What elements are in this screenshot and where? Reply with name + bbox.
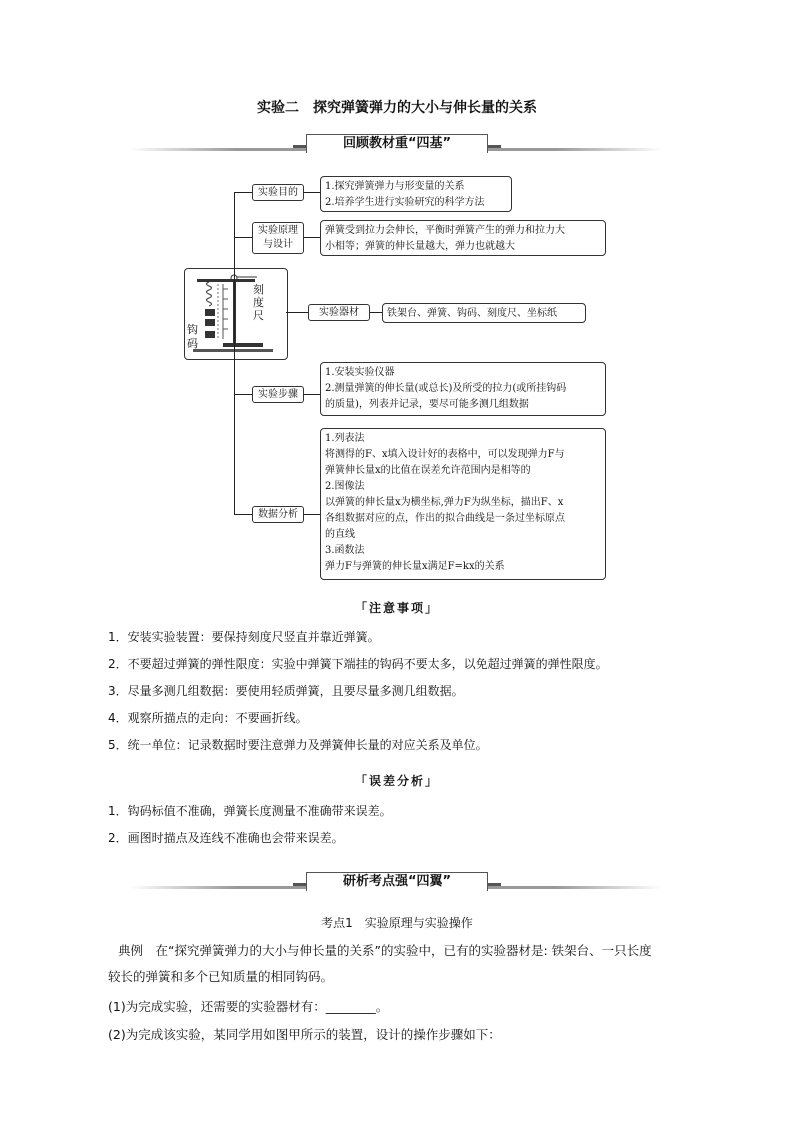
connector-branch [234,237,252,238]
note-item: 2．不要超过弹簧的弹性限度：实验中弹簧下端挂的钩码不要太多，以免超过弹簧的弹性限度。 [108,657,608,671]
content-line: 弹簧受到拉力会伸长，平衡时弹簧产生的弹力和拉力大 [325,225,565,236]
note-item: 3．尽量多测几组数据：要使用轻质弹簧，且要尽量多测几组数据。 [108,684,464,698]
kaodian-heading: 考点1 实验原理与实验操作 [321,916,473,930]
connector [304,394,320,395]
apparatus-figure [184,268,288,360]
content-steps [320,362,606,416]
label-equipment: 实验器材 [308,304,370,321]
page-title: 实验二 探究弹簧弹力的大小与伸长量的关系 [257,100,537,116]
ruler-label: 刻度尺 [253,283,264,322]
content-equipment [382,303,586,323]
content-line: 小相等；弹簧的伸长量越大，弹力也就越大 [325,241,515,252]
content-line: 1.安装实验仪器 [325,367,395,378]
content-line: 2.测量弹簧的伸长量(或总长)及所受的拉力(或所挂钩码 [325,383,567,394]
content-line: 以弹簧的伸长量x为横坐标,弹力F为纵坐标，描出F、x [325,497,564,508]
content-line: 的质量)，列表并记录，要尽可能多测几组数据 [325,399,529,410]
label-principle: 实验原理与设计 [252,222,304,254]
content-line: 弹力F与弹簧的伸长量x满足F=kx的关系 [325,561,505,572]
weight-label: 钩码 [187,323,198,350]
note-item: 1．安装实验装置：要保持刻度尺竖直并靠近弹簧。 [108,630,380,644]
content-principle [320,220,606,256]
connector-trunk [234,192,235,514]
content-purpose [320,176,512,212]
note-item: 5．统一单位：记录数据时要注意弹力及弹簧伸长量的对应关系及单位。 [108,738,488,752]
content-line: 3.函数法 [325,545,365,556]
notes-heading: 「注意事项」 [354,601,439,615]
error-item: 2．画图时描点及连线不准确也会带来误差。 [108,831,344,845]
connector [304,514,320,515]
connector [370,312,382,313]
content-line: 弹簧伸长量x的比值在误差允许范围内是相等的 [325,465,531,476]
example-line: 较长的弹簧和多个已知质量的相同钩码。 [108,969,334,984]
connector-main [286,312,308,313]
error-item: 1．钩码标值不准确，弹簧长度测量不准确带来误差。 [108,804,392,818]
connector-branch [234,192,252,193]
error-heading: 「误差分析」 [354,774,439,788]
banner-title: 回顾教材重“四基” [306,134,488,153]
label-purpose: 实验目的 [252,184,304,201]
label-steps: 实验步骤 [252,386,304,403]
banner-four-wings [130,872,662,894]
content-line: 2.培养学生进行实验研究的科学方法 [325,197,485,208]
content-line: 1.列表法 [325,433,365,444]
content-line: 的直线 [325,529,355,540]
content-line: 2.图像法 [325,481,365,492]
banner-title: 研析考点强“四翼” [306,872,488,891]
content-line: 铁架台、弹簧、钩码、刻度尺、坐标纸 [387,308,557,319]
question-2: (2)为完成该实验，某同学用如图甲所示的装置，设计的操作步骤如下： [108,1027,501,1042]
connector-branch [234,394,252,395]
example-line: 典例 在“探究弹簧弹力的大小与伸长量的关系”的实验中，已有的实验器材是: 铁架台、一只长度 [118,943,652,958]
content-analysis [320,428,606,580]
label-analysis: 数据分析 [252,506,304,523]
question-1: (1)为完成实验，还需要的实验器材有：________。 [108,999,389,1014]
content-line: 1.探究弹簧弹力与形变量的关系 [325,181,465,192]
connector-branch [234,514,252,515]
content-line: 各组数据对应的点，作出的拟合曲线是一条过坐标原点 [325,513,565,524]
connector [304,192,320,193]
content-line: 将测得的F、x填入设计好的表格中，可以发现弹力F与 [325,449,565,460]
connector [304,237,320,238]
note-item: 4．观察所描点的走向：不要画折线。 [108,711,308,725]
